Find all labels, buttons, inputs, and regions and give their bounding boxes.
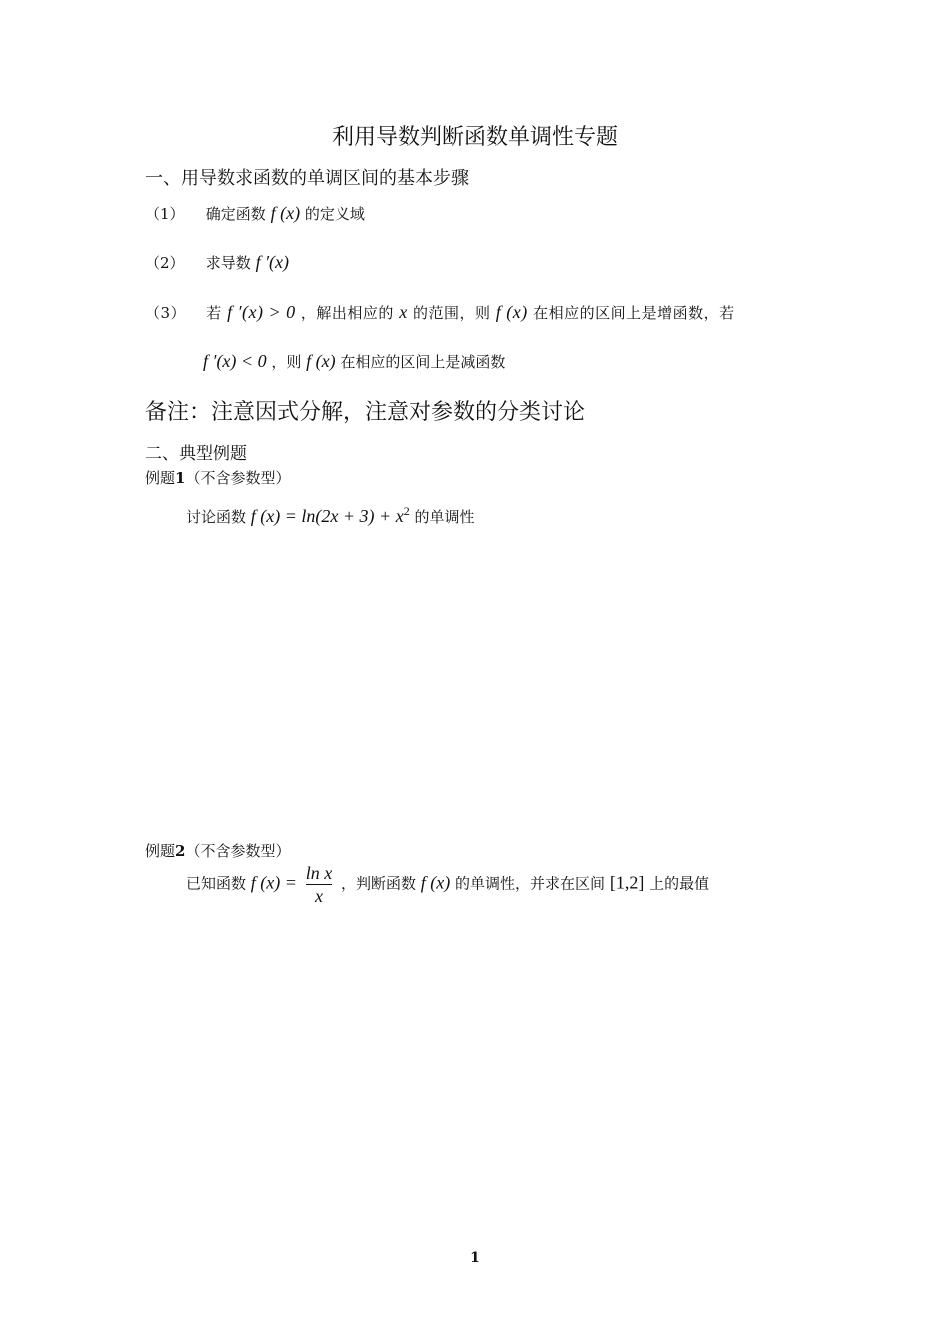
problem-math: f (x) = [250, 872, 297, 893]
example-1-problem [186, 504, 474, 527]
step-text-2: ，解出相应的 [300, 304, 394, 322]
example-2-problem [186, 862, 709, 907]
example-label: 例题 [145, 842, 176, 860]
step-text-3: 的范围，则 [413, 304, 491, 322]
fraction [306, 862, 333, 907]
example-number: 2 [175, 842, 186, 860]
step-text: 若 [206, 304, 222, 322]
step-math: f ′(x) [255, 252, 289, 272]
step-tail: 在相应的区间上是减函数 [340, 353, 506, 371]
example-label: 例题 [145, 469, 176, 487]
step-text: ，则 [271, 353, 302, 371]
fraction-denominator: x [306, 884, 333, 907]
fraction-numerator: ln x [305, 863, 333, 883]
step-2 [145, 252, 289, 273]
note: 备注：注意因式分解，注意对参数的分类讨论 [145, 400, 586, 425]
exponent: 2 [403, 504, 410, 518]
problem-tail: 上的最值 [649, 874, 710, 893]
section-heading-examples: 二、典型例题 [145, 444, 247, 464]
step-math-f: f (x) [306, 351, 336, 371]
example-1-heading [145, 467, 290, 488]
problem-math [251, 506, 410, 526]
step-text-4: 在相应的区间上是增函数，若 [533, 304, 735, 322]
example-type: （不含参数型） [185, 469, 291, 487]
step-number: （1） [145, 205, 185, 223]
problem-text: 讨论函数 [186, 508, 247, 526]
step-math-derivative-positive: f ′(x) > 0 [227, 302, 296, 322]
step-tail: 的定义域 [304, 205, 365, 223]
example-type: （不含参数型） [185, 842, 291, 860]
function-expression: f (x) = ln(2x + 3) + x [250, 506, 404, 526]
step-math-f: f (x) [495, 302, 528, 322]
problem-text-3: 的单调性，并求在区间 [455, 874, 606, 893]
page-title: 利用导数判断函数单调性专题 [331, 125, 618, 150]
step-math: f (x) [270, 203, 301, 223]
step-math-derivative-negative: f ′(x) < 0 [203, 351, 267, 371]
step-number: （2） [145, 254, 185, 272]
problem-math-2: f (x) [420, 872, 451, 893]
step-text: 求导数 [205, 254, 251, 272]
problem-text-2: ，判断函数 [340, 874, 416, 893]
example-number: 1 [175, 469, 186, 487]
step-number: （3） [145, 304, 187, 322]
step-math-x: x [399, 302, 408, 322]
problem-text: 已知函数 [186, 874, 247, 893]
step-3 [145, 302, 735, 323]
step-text: 确定函数 [205, 205, 266, 223]
section-heading-steps: 一、用导数求函数的单调区间的基本步骤 [145, 168, 469, 189]
step-1 [145, 203, 365, 224]
step-3-continuation [203, 351, 505, 372]
page-number: 1 [470, 1250, 480, 1266]
interval: [1,2] [609, 872, 645, 893]
problem-tail: 的单调性 [414, 508, 475, 526]
example-2-heading [145, 840, 290, 861]
